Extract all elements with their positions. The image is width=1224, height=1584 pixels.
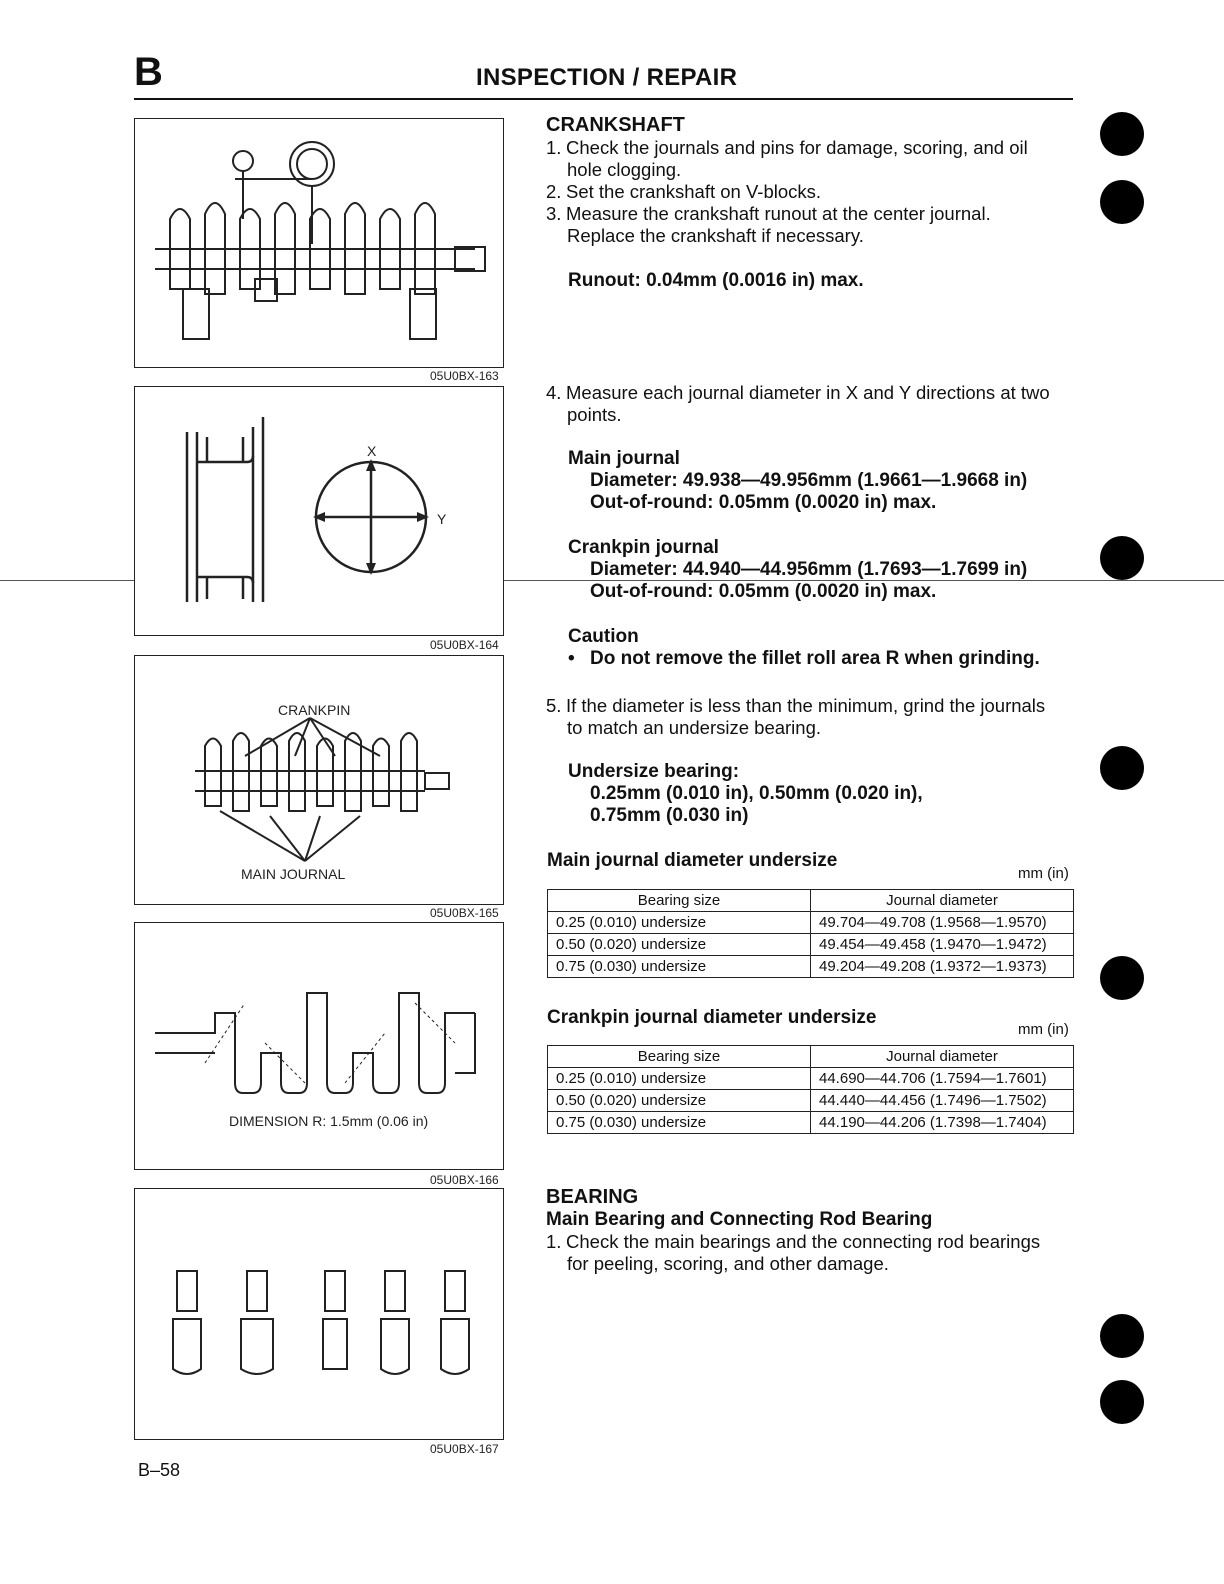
page-title: INSPECTION / REPAIR: [476, 64, 738, 91]
figure-journal-measure: [134, 386, 504, 636]
crankpin-label: CRANKPIN: [278, 702, 351, 718]
crankshaft-runout-illustration: [135, 119, 503, 367]
crankpin-table-unit: mm (in): [1018, 1021, 1069, 1038]
page-number: B–58: [138, 1460, 181, 1480]
table-header-row: Bearing size Journal diameter: [548, 890, 1074, 912]
index-dot: [1100, 536, 1144, 580]
main-journal-table: [547, 889, 1074, 978]
main-journal-spec: Main journal Diameter: 49.938—49.956mm (1.9661—1.9668 in) Out-of-round: 0.05mm (0.0020 in) max.: [568, 448, 1028, 513]
figure-fillet-roll: [134, 922, 504, 1170]
figure-code: 05U0BX-167: [430, 1442, 499, 1456]
table-row: 0.50 (0.020) undersize 44.440—44.456 (1.7496—1.7502): [548, 1090, 1074, 1112]
step-3: 3. Measure the crankshaft runout at the center journal.: [546, 203, 991, 224]
crankpin-journal-table: [547, 1045, 1074, 1134]
main-table-unit: mm (in): [1018, 865, 1069, 882]
figure-bearings: [134, 1188, 504, 1440]
fillet-roll-illustration: [135, 923, 503, 1169]
figure-code: 05U0BX-165: [430, 906, 499, 920]
table-row: 0.75 (0.030) undersize 49.204—49.208 (1.9372—1.9373): [548, 956, 1074, 978]
step-1: 1. Check the journals and pins for damage, scoring, and oil: [546, 137, 1028, 158]
index-dot: [1100, 1314, 1144, 1358]
table-header-row: Bearing size Journal diameter: [548, 1046, 1074, 1068]
table-row: 0.75 (0.030) undersize 44.190—44.206 (1.7398—1.7404): [548, 1112, 1074, 1134]
bearings-illustration: [135, 1189, 503, 1439]
index-dot: [1100, 180, 1144, 224]
figure-crankshaft-runout: [134, 118, 504, 368]
main-table-title: Main journal diameter undersize: [547, 850, 838, 871]
runout-spec: Runout: 0.04mm (0.0016 in) max.: [568, 270, 864, 291]
undersize-bearing-spec: Undersize bearing: 0.25mm (0.010 in), 0.50mm (0.020 in), 0.75mm (0.030 in): [568, 761, 923, 826]
step-2: 2. Set the crankshaft on V-blocks.: [546, 181, 822, 202]
caution-block: Caution • Do not remove the fillet roll area R when grinding.: [568, 626, 1040, 669]
journal-measure-illustration: [135, 387, 503, 635]
y-axis-label: Y: [437, 511, 447, 527]
bearing-section: BEARING Main Bearing and Connecting Rod Bearing 1. Check the main bearings and the connecting rod bearings for peeling, scoring, and other damage.: [546, 1186, 1076, 1275]
dimension-r-caption: DIMENSION R: 1.5mm (0.06 in): [229, 1113, 429, 1129]
index-dot: [1100, 1380, 1144, 1424]
main-journal-label: MAIN JOURNAL: [241, 866, 346, 882]
figure-code: 05U0BX-163: [430, 369, 499, 383]
table-row: 0.25 (0.010) undersize 44.690—44.706 (1.7594—1.7601): [548, 1068, 1074, 1090]
section-letter: B: [134, 50, 163, 94]
figure-code: 05U0BX-166: [430, 1173, 499, 1187]
bearing-step-1: 1. Check the main bearings and the connecting rod bearings: [546, 1231, 1041, 1252]
table-row: 0.25 (0.010) undersize 49.704—49.708 (1.9568—1.9570): [548, 912, 1074, 934]
crankshaft-heading: CRANKSHAFT: [546, 114, 685, 136]
step-4: 4. Measure each journal diameter in X and Y directions at two points.: [546, 382, 1050, 425]
index-dot: [1100, 956, 1144, 1000]
crankpin-table-title: Crankpin journal diameter undersize: [547, 1007, 877, 1028]
index-dot: [1100, 746, 1144, 790]
figure-crankpin-main-journal: [134, 655, 504, 905]
figure-code: 05U0BX-164: [430, 638, 499, 652]
table-row: 0.50 (0.020) undersize 49.454—49.458 (1.9470—1.9472): [548, 934, 1074, 956]
step-5: 5. If the diameter is less than the minimum, grind the journals to match an undersize bearing.: [546, 695, 1046, 738]
crankshaft-section: CRANKSHAFT 1. Check the journals and pins for damage, scoring, and oil hole clogging. 2. Set the crankshaft on V-blocks. 3. Measure the crankshaft runout at the center journal. Replace the crankshaft if necessary.: [546, 114, 1076, 247]
index-dot: [1100, 112, 1144, 156]
header-divider: [134, 98, 1073, 100]
crankpin-journal-spec: Crankpin journal Diameter: 44.940—44.956mm (1.7693—1.7699 in) Out-of-round: 0.05mm (0.0020 in) max.: [568, 537, 1028, 602]
x-axis-label: X: [367, 443, 377, 459]
